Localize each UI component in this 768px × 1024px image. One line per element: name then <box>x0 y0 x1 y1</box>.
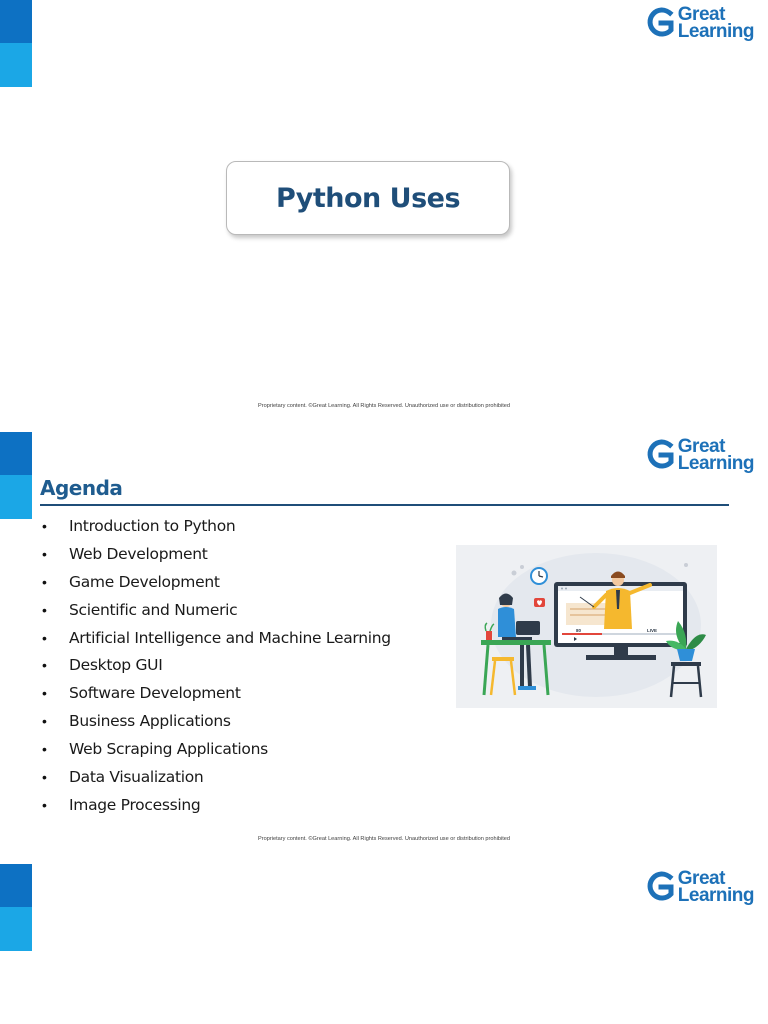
list-item <box>40 791 391 819</box>
accent-bar-dark <box>0 432 32 475</box>
list-item-label: Game Development <box>69 572 220 591</box>
list-item <box>40 540 391 568</box>
bullet-icon: • <box>42 768 47 785</box>
bullet-icon: • <box>42 685 47 702</box>
list-item <box>40 763 391 791</box>
list-item-label: Artificial Intelligence and Machine Learning <box>69 628 391 647</box>
list-item-label: Web Scraping Applications <box>69 740 268 759</box>
great-learning-logo <box>646 437 754 473</box>
logo-text-learning: Learning <box>677 21 754 42</box>
live-badge: LIVE <box>647 628 658 633</box>
list-item <box>40 596 391 624</box>
bullet-icon: • <box>42 545 47 562</box>
list-item-label: Data Visualization <box>69 767 204 786</box>
agenda-heading: Agenda <box>40 476 123 500</box>
list-item-label: Desktop GUI <box>69 656 163 675</box>
agenda-slide <box>0 432 768 864</box>
great-learning-logo <box>646 5 754 41</box>
list-item-label: Software Development <box>69 684 241 703</box>
bullet-icon: • <box>42 573 47 590</box>
heart-icon <box>534 598 545 607</box>
slide-title: Python Uses <box>275 182 461 214</box>
title-slide <box>0 0 768 432</box>
list-item <box>40 651 391 679</box>
list-item-label: Image Processing <box>69 795 201 814</box>
online-learning-illustration <box>456 545 717 708</box>
great-learning-logo <box>646 869 754 905</box>
bullet-icon: • <box>42 713 47 730</box>
list-item-label: Web Development <box>69 544 208 563</box>
accent-bar-dark <box>0 0 32 43</box>
title-box <box>226 161 510 235</box>
list-item-label: Business Applications <box>69 712 231 731</box>
list-item <box>40 624 391 652</box>
accent-bar-dark <box>0 864 32 907</box>
accent-bar-light <box>0 475 32 519</box>
copyright-footer: Proprietary content. ©Great Learning. All Rights Reserved. Unauthorized use or distribution prohibited <box>258 403 510 409</box>
next-slide-partial <box>0 864 768 1024</box>
logo-text-great: Great <box>677 4 725 25</box>
copyright-footer: Proprietary content. ©Great Learning. All Rights Reserved. Unauthorized use or distribution prohibited <box>258 836 510 842</box>
accent-bar-light <box>0 907 32 951</box>
list-item <box>40 679 391 707</box>
bullet-icon: • <box>42 517 47 534</box>
heading-divider <box>40 504 729 506</box>
list-item-label: Scientific and Numeric <box>69 600 238 619</box>
bullet-icon: • <box>42 629 47 646</box>
logo-text-great: Great <box>677 436 725 457</box>
logo-g-icon <box>646 5 676 41</box>
logo-text-great: Great <box>677 868 725 889</box>
agenda-list <box>40 512 391 819</box>
views-counter: 80 <box>576 628 582 633</box>
bullet-icon: • <box>42 796 47 813</box>
bullet-icon: • <box>42 601 47 618</box>
logo-text-learning: Learning <box>677 885 754 906</box>
list-item <box>40 707 391 735</box>
list-item <box>40 735 391 763</box>
list-item <box>40 568 391 596</box>
stool-icon <box>491 657 515 695</box>
accent-bar-light <box>0 43 32 87</box>
list-item-label: Introduction to Python <box>69 516 236 535</box>
logo-text-learning: Learning <box>677 453 754 474</box>
bullet-icon: • <box>42 741 47 758</box>
clock-icon <box>531 568 547 584</box>
logo-g-icon <box>646 437 676 473</box>
bullet-icon: • <box>42 657 47 674</box>
logo-g-icon <box>646 869 676 905</box>
list-item <box>40 512 391 540</box>
